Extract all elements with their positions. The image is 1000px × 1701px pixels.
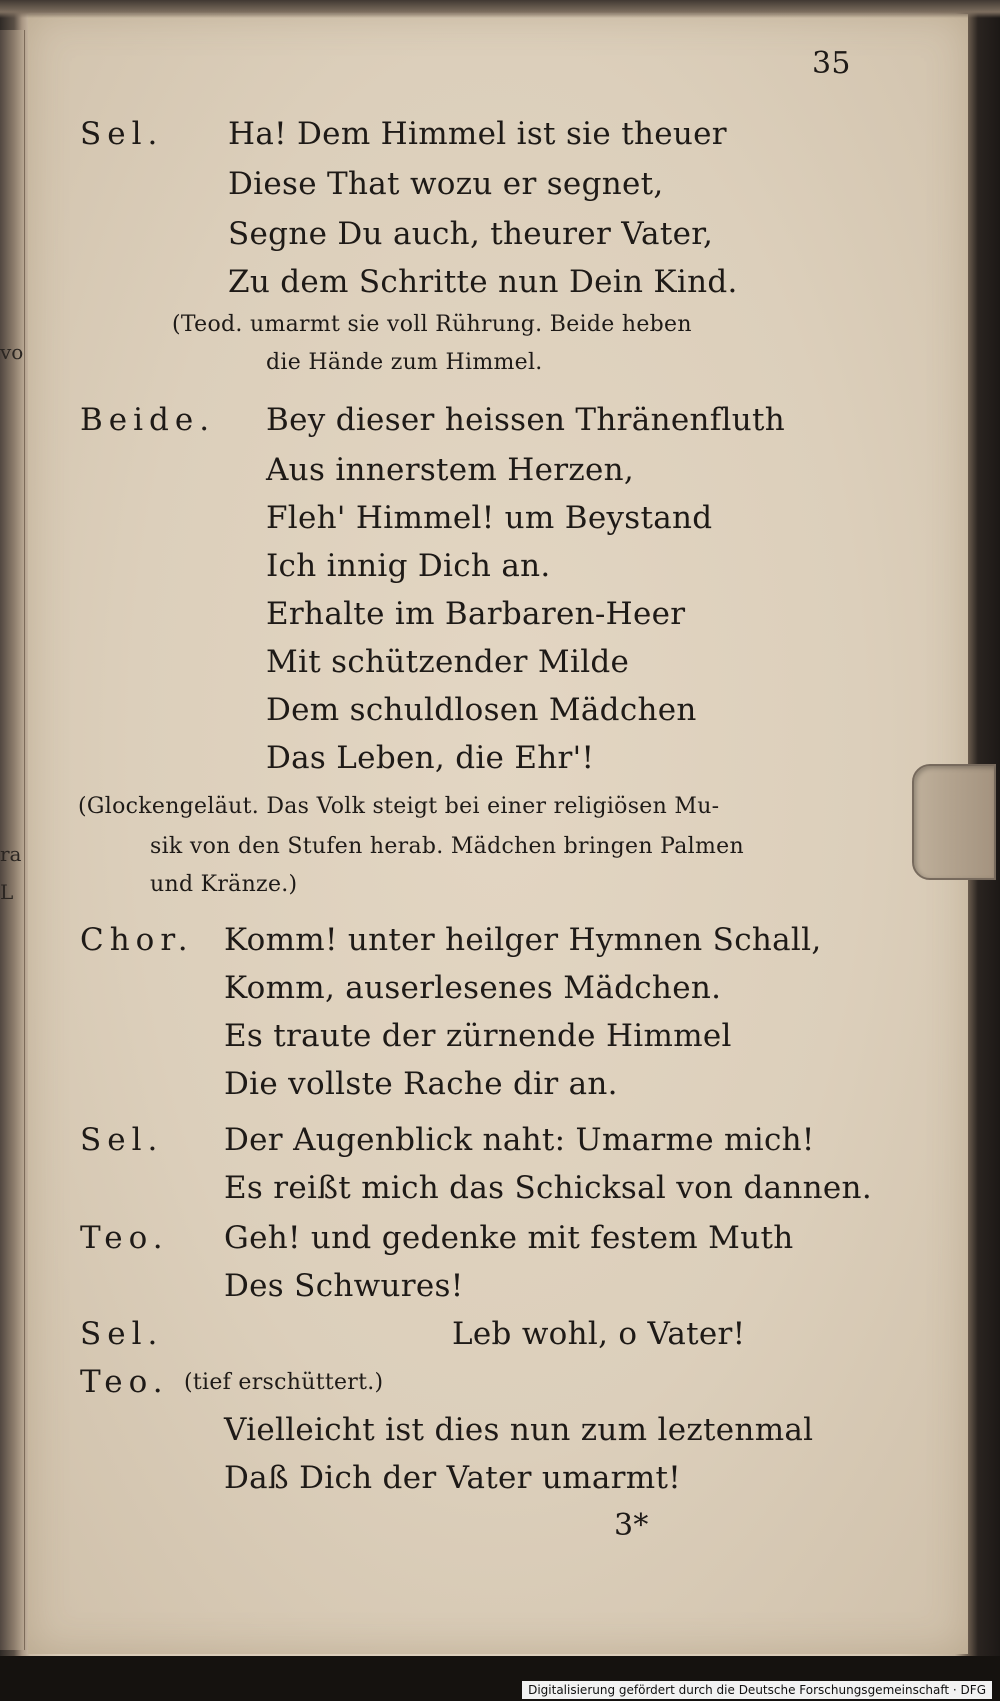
digitization-credit: Digitalisierung gefördert durch die Deutsche Forschungsgemeinschaft · DFG bbox=[522, 1681, 992, 1699]
verse-line: Das Leben, die Ehr'! bbox=[266, 740, 595, 776]
speaker-label: Chor. bbox=[80, 922, 194, 958]
adjacent-page-edge bbox=[0, 30, 25, 1650]
verse-line: Geh! und gedenke mit festem Muth bbox=[224, 1220, 794, 1256]
verse-line: Vielleicht ist dies nun zum leztenmal bbox=[224, 1412, 814, 1448]
verse-line: Es traute der zürnende Himmel bbox=[224, 1018, 732, 1054]
speaker-label: Teo. bbox=[80, 1364, 169, 1400]
verse-line: Daß Dich der Vater umarmt! bbox=[224, 1460, 681, 1496]
stage-direction: und Kränze.) bbox=[150, 872, 298, 897]
speaker-label: Teo. bbox=[80, 1220, 169, 1256]
stage-direction: die Hände zum Himmel. bbox=[266, 350, 543, 375]
verse-line: Es reißt mich das Schicksal von dannen. bbox=[224, 1170, 872, 1206]
verse-line: Fleh' Himmel! um Beystand bbox=[266, 500, 713, 536]
margin-fragment: vo bbox=[0, 340, 24, 364]
verse-line: Dem schuldlosen Mädchen bbox=[266, 692, 697, 728]
verse-line: Mit schützender Milde bbox=[266, 644, 630, 680]
page-number: 35 bbox=[812, 46, 851, 81]
stage-direction: (tief erschüttert.) bbox=[184, 1370, 384, 1395]
scanner-footer bbox=[0, 1656, 1000, 1701]
verse-line: Erhalte im Barbaren-Heer bbox=[266, 596, 686, 632]
signature-mark: 3* bbox=[614, 1508, 649, 1543]
speaker-label: Beide. bbox=[80, 402, 216, 438]
verse-line: Zu dem Schritte nun Dein Kind. bbox=[228, 264, 738, 300]
verse-line: Aus innerstem Herzen, bbox=[266, 452, 635, 488]
stage-direction: (Glockengeläut. Das Volk steigt bei einer religiösen Mu- bbox=[78, 794, 720, 819]
stage-direction: sik von den Stufen herab. Mädchen bringen Palmen bbox=[150, 834, 744, 859]
speaker-label: Sel. bbox=[80, 1316, 164, 1352]
verse-line: Leb wohl, o Vater! bbox=[452, 1316, 746, 1352]
verse-line: Des Schwures! bbox=[224, 1268, 464, 1304]
verse-line: Ich innig Dich an. bbox=[266, 548, 551, 584]
verse-line: Bey dieser heissen Thränenfluth bbox=[266, 402, 786, 438]
page-clip bbox=[912, 764, 996, 880]
verse-line: Komm! unter heilger Hymnen Schall, bbox=[224, 922, 822, 958]
verse-line: Diese That wozu er segnet, bbox=[228, 166, 664, 202]
verse-line: Der Augenblick naht: Umarme mich! bbox=[224, 1122, 815, 1158]
page-top-edge bbox=[0, 0, 1000, 18]
margin-fragment: ra bbox=[0, 842, 22, 866]
margin-fragment: L bbox=[0, 880, 14, 904]
verse-line: Segne Du auch, theurer Vater, bbox=[228, 216, 714, 252]
verse-line: Ha! Dem Himmel ist sie theuer bbox=[228, 116, 727, 152]
verse-line: Komm, auserlesenes Mädchen. bbox=[224, 970, 722, 1006]
verse-line: Die vollste Rache dir an. bbox=[224, 1066, 618, 1102]
speaker-label: Sel. bbox=[80, 1122, 164, 1158]
speaker-label: Sel. bbox=[80, 116, 164, 152]
stage-direction: (Teod. umarmt sie voll Rührung. Beide heben bbox=[172, 312, 692, 337]
